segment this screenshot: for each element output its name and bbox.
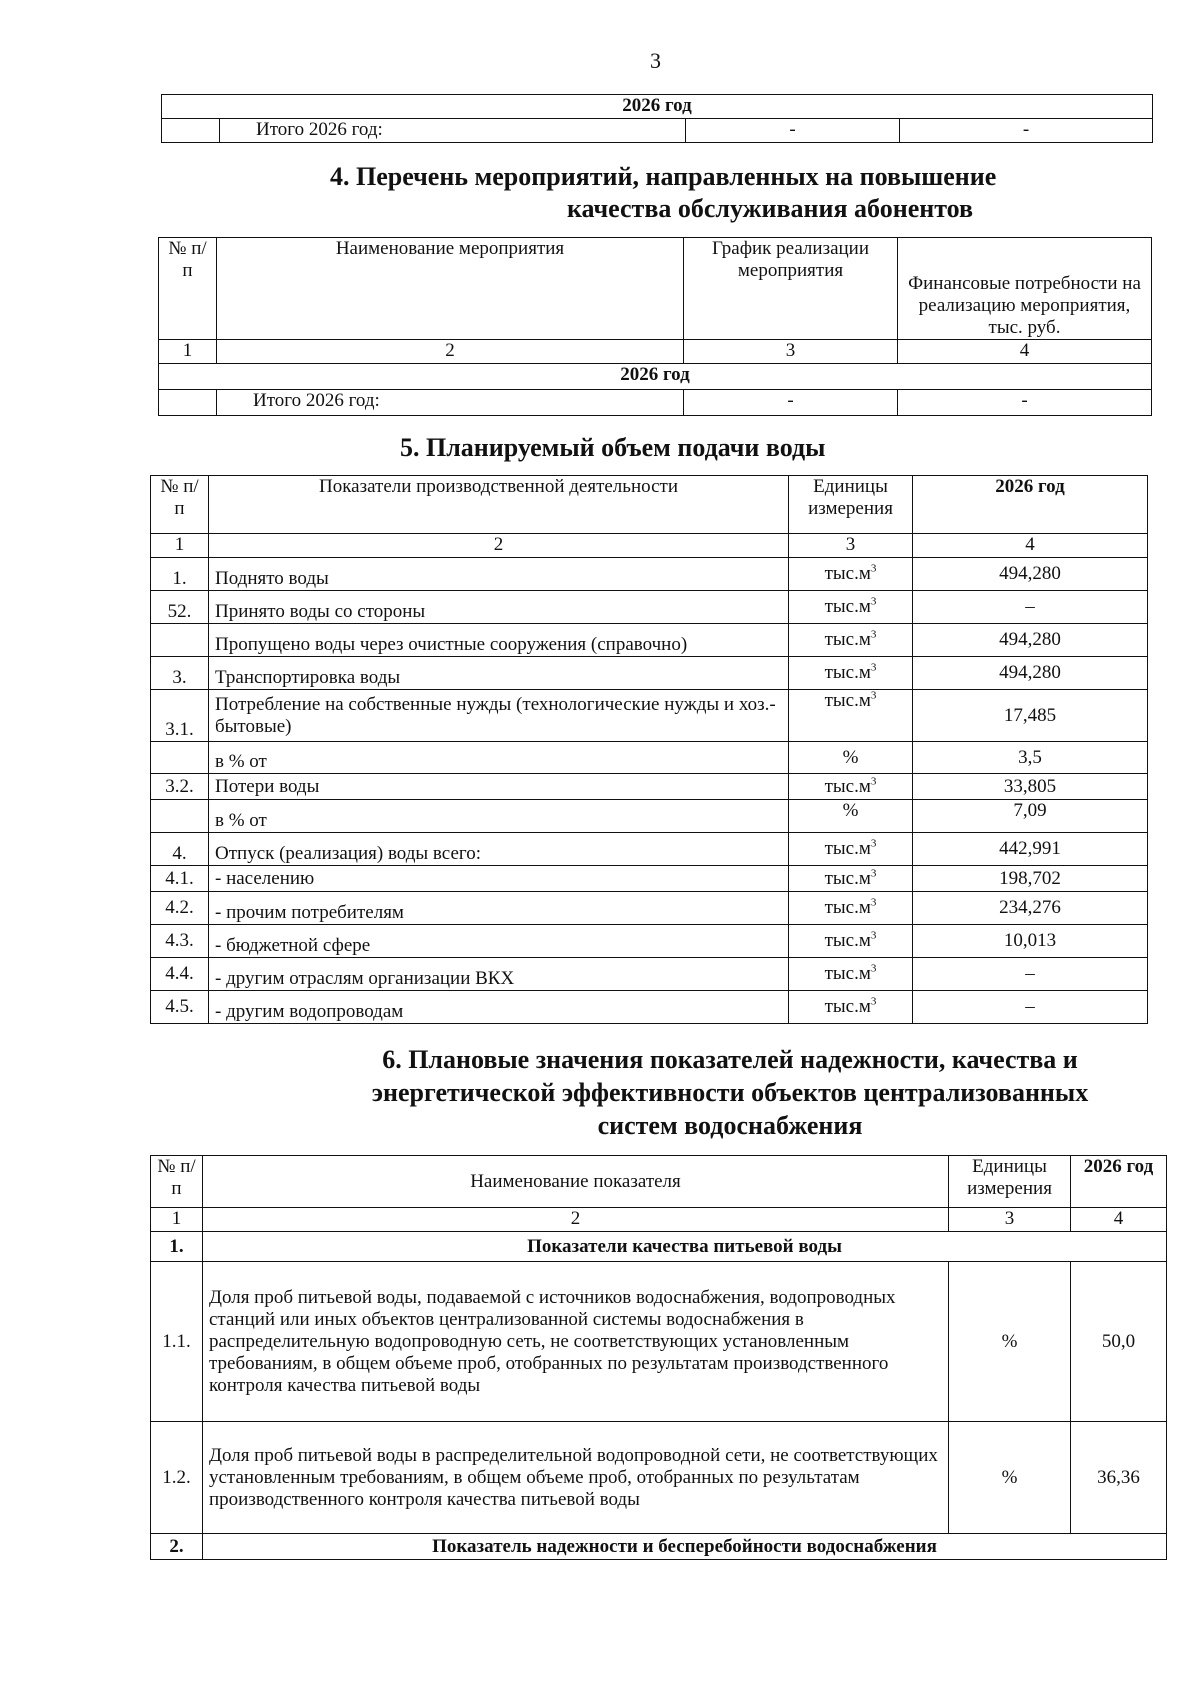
total-schedule: - xyxy=(686,119,900,143)
row-name: - прочим потребителям xyxy=(209,892,789,925)
row-value: – xyxy=(913,591,1148,624)
col-number: 1 xyxy=(151,1208,203,1232)
row-value: 17,485 xyxy=(913,690,1148,742)
section6-table xyxy=(150,1155,1167,1560)
row-unit: % xyxy=(949,1262,1071,1422)
row-name: Потребление на собственные нужды (технологические нужды и хоз.-бытовые) xyxy=(209,690,789,742)
row-unit: % xyxy=(949,1422,1071,1534)
total-finance: - xyxy=(900,119,1153,143)
row-value: – xyxy=(913,991,1148,1024)
header-unit: Единицы измерения xyxy=(789,476,913,534)
row-name: Доля проб питьевой воды, подаваемой с источников водоснабжения, водопроводных станций или иных объектов централизованной системы водоснабжения в распределительную водопроводную сеть, не соответствующих установленным требованиям, в общем объеме проб, отобранных по результатам производственного контроля качества питьевой воды xyxy=(203,1262,949,1422)
col-number: 3 xyxy=(949,1208,1071,1232)
row-value: 36,36 xyxy=(1071,1422,1167,1534)
header-name: Наименование мероприятия xyxy=(217,238,684,340)
row-name: - другим отраслям организации ВКХ xyxy=(209,958,789,991)
total-num-cell xyxy=(159,390,217,416)
header-year: 2026 год xyxy=(1071,1156,1167,1208)
section6-title-line2: энергетической эффективности объектов централизованных xyxy=(371,1078,1089,1107)
header-indicator: Показатели производственной деятельности xyxy=(209,476,789,534)
row-num: 3. xyxy=(151,657,209,690)
row-name: Потери воды xyxy=(209,774,789,800)
total-label: Итого 2026 год: xyxy=(220,119,686,143)
row-num: 52. xyxy=(151,591,209,624)
group-num: 2. xyxy=(151,1534,203,1560)
col-number: 1 xyxy=(151,534,209,558)
top-table xyxy=(161,94,1153,143)
section6-title-line3: систем водоснабжения xyxy=(597,1111,863,1140)
row-name: - населению xyxy=(209,866,789,892)
row-value: 494,280 xyxy=(913,558,1148,591)
row-value: 33,805 xyxy=(913,774,1148,800)
year-header: 2026 год xyxy=(159,364,1152,390)
year-header: 2026 год xyxy=(162,95,1153,119)
row-unit: $тыс.м^3$ xyxy=(789,833,913,866)
row-name: в % от xyxy=(209,800,789,833)
row-unit: $тыс.м^3$ xyxy=(789,991,913,1024)
row-value: 442,991 xyxy=(913,833,1148,866)
row-num: 4.1. xyxy=(151,866,209,892)
row-unit: $тыс.м^3$ xyxy=(789,866,913,892)
total-schedule: - xyxy=(684,390,898,416)
col-number: 4 xyxy=(898,340,1152,364)
row-name: Поднято воды xyxy=(209,558,789,591)
row-value: 7,09 xyxy=(913,800,1148,833)
col-number: 1 xyxy=(159,340,217,364)
col-number: 2 xyxy=(203,1208,949,1232)
page-number: 3 xyxy=(650,48,661,73)
row-unit: $тыс.м^3$ xyxy=(789,925,913,958)
section4-table xyxy=(158,237,1152,416)
total-num-cell xyxy=(162,119,220,143)
row-name: Доля проб питьевой воды в распределительной водопроводной сети, не соответствующих установленным требованиям, в общем объеме проб, отобранных по результатам производственного контроля качества питьевой воды xyxy=(203,1422,949,1534)
col-number: 3 xyxy=(789,534,913,558)
header-unit: Единицы измерения xyxy=(949,1156,1071,1208)
row-num: 3.1. xyxy=(151,690,209,742)
section4-title-line2: качества обслуживания абонентов xyxy=(566,194,974,223)
row-num: 1. xyxy=(151,558,209,591)
group-title: Показатели качества питьевой воды xyxy=(203,1232,1167,1262)
header-year: 2026 год xyxy=(913,476,1148,534)
row-name: в % от xyxy=(209,742,789,774)
header-num: № п/п xyxy=(159,238,217,340)
header-finance: Финансовые потребности на реализацию мероприятия, тыс. руб. xyxy=(898,238,1152,340)
section6-title-line1: 6. Плановые значения показателей надежности, качества и xyxy=(382,1045,1078,1074)
section4-title-line1: 4. Перечень мероприятий, направленных на повышение xyxy=(330,162,997,191)
row-unit: $тыс.м^3$ xyxy=(789,958,913,991)
row-unit: $тыс.м^3$ xyxy=(789,690,913,742)
total-finance: - xyxy=(898,390,1152,416)
col-number: 2 xyxy=(217,340,684,364)
row-num: 4.3. xyxy=(151,925,209,958)
section5-title: 5. Планируемый объем подачи воды xyxy=(400,433,826,462)
row-num: 1.2. xyxy=(151,1422,203,1534)
row-unit: $тыс.м^3$ xyxy=(789,558,913,591)
col-number: 4 xyxy=(913,534,1148,558)
row-unit: $тыс.м^3$ xyxy=(789,591,913,624)
row-unit: $тыс.м^3$ xyxy=(789,657,913,690)
row-name: Отпуск (реализация) воды всего: xyxy=(209,833,789,866)
row-value: 234,276 xyxy=(913,892,1148,925)
col-number: 4 xyxy=(1071,1208,1167,1232)
row-unit: $тыс.м^3$ xyxy=(789,892,913,925)
header-name: Наименование показателя xyxy=(203,1156,949,1208)
row-unit: $тыс.м^3$ xyxy=(789,624,913,657)
row-name: Транспортировка воды xyxy=(209,657,789,690)
row-value: – xyxy=(913,958,1148,991)
row-unit: $тыс.м^3$ xyxy=(789,774,913,800)
header-schedule: График реализации мероприятия xyxy=(684,238,898,340)
group-num: 1. xyxy=(151,1232,203,1262)
row-name: Пропущено воды через очистные сооружения (справочно) xyxy=(209,624,789,657)
row-value: 10,013 xyxy=(913,925,1148,958)
col-number: 3 xyxy=(684,340,898,364)
row-num xyxy=(151,624,209,657)
row-unit: % xyxy=(789,800,913,833)
header-num: № п/п xyxy=(151,476,209,534)
row-value: 50,0 xyxy=(1071,1262,1167,1422)
header-num: № п/п xyxy=(151,1156,203,1208)
row-name: - бюджетной сфере xyxy=(209,925,789,958)
row-num: 4. xyxy=(151,833,209,866)
section5-table xyxy=(150,475,1148,1024)
row-value: 3,5 xyxy=(913,742,1148,774)
row-value: 494,280 xyxy=(913,657,1148,690)
group-title: Показатель надежности и бесперебойности водоснабжения xyxy=(203,1534,1167,1560)
row-num: 4.4. xyxy=(151,958,209,991)
row-name: Принято воды со стороны xyxy=(209,591,789,624)
total-label: Итого 2026 год: xyxy=(217,390,684,416)
row-unit: % xyxy=(789,742,913,774)
row-num: 1.1. xyxy=(151,1262,203,1422)
row-num xyxy=(151,742,209,774)
row-num: 4.5. xyxy=(151,991,209,1024)
row-num: 3.2. xyxy=(151,774,209,800)
row-value: 494,280 xyxy=(913,624,1148,657)
col-number: 2 xyxy=(209,534,789,558)
row-num: 4.2. xyxy=(151,892,209,925)
row-value: 198,702 xyxy=(913,866,1148,892)
row-name: - другим водопроводам xyxy=(209,991,789,1024)
row-num xyxy=(151,800,209,833)
